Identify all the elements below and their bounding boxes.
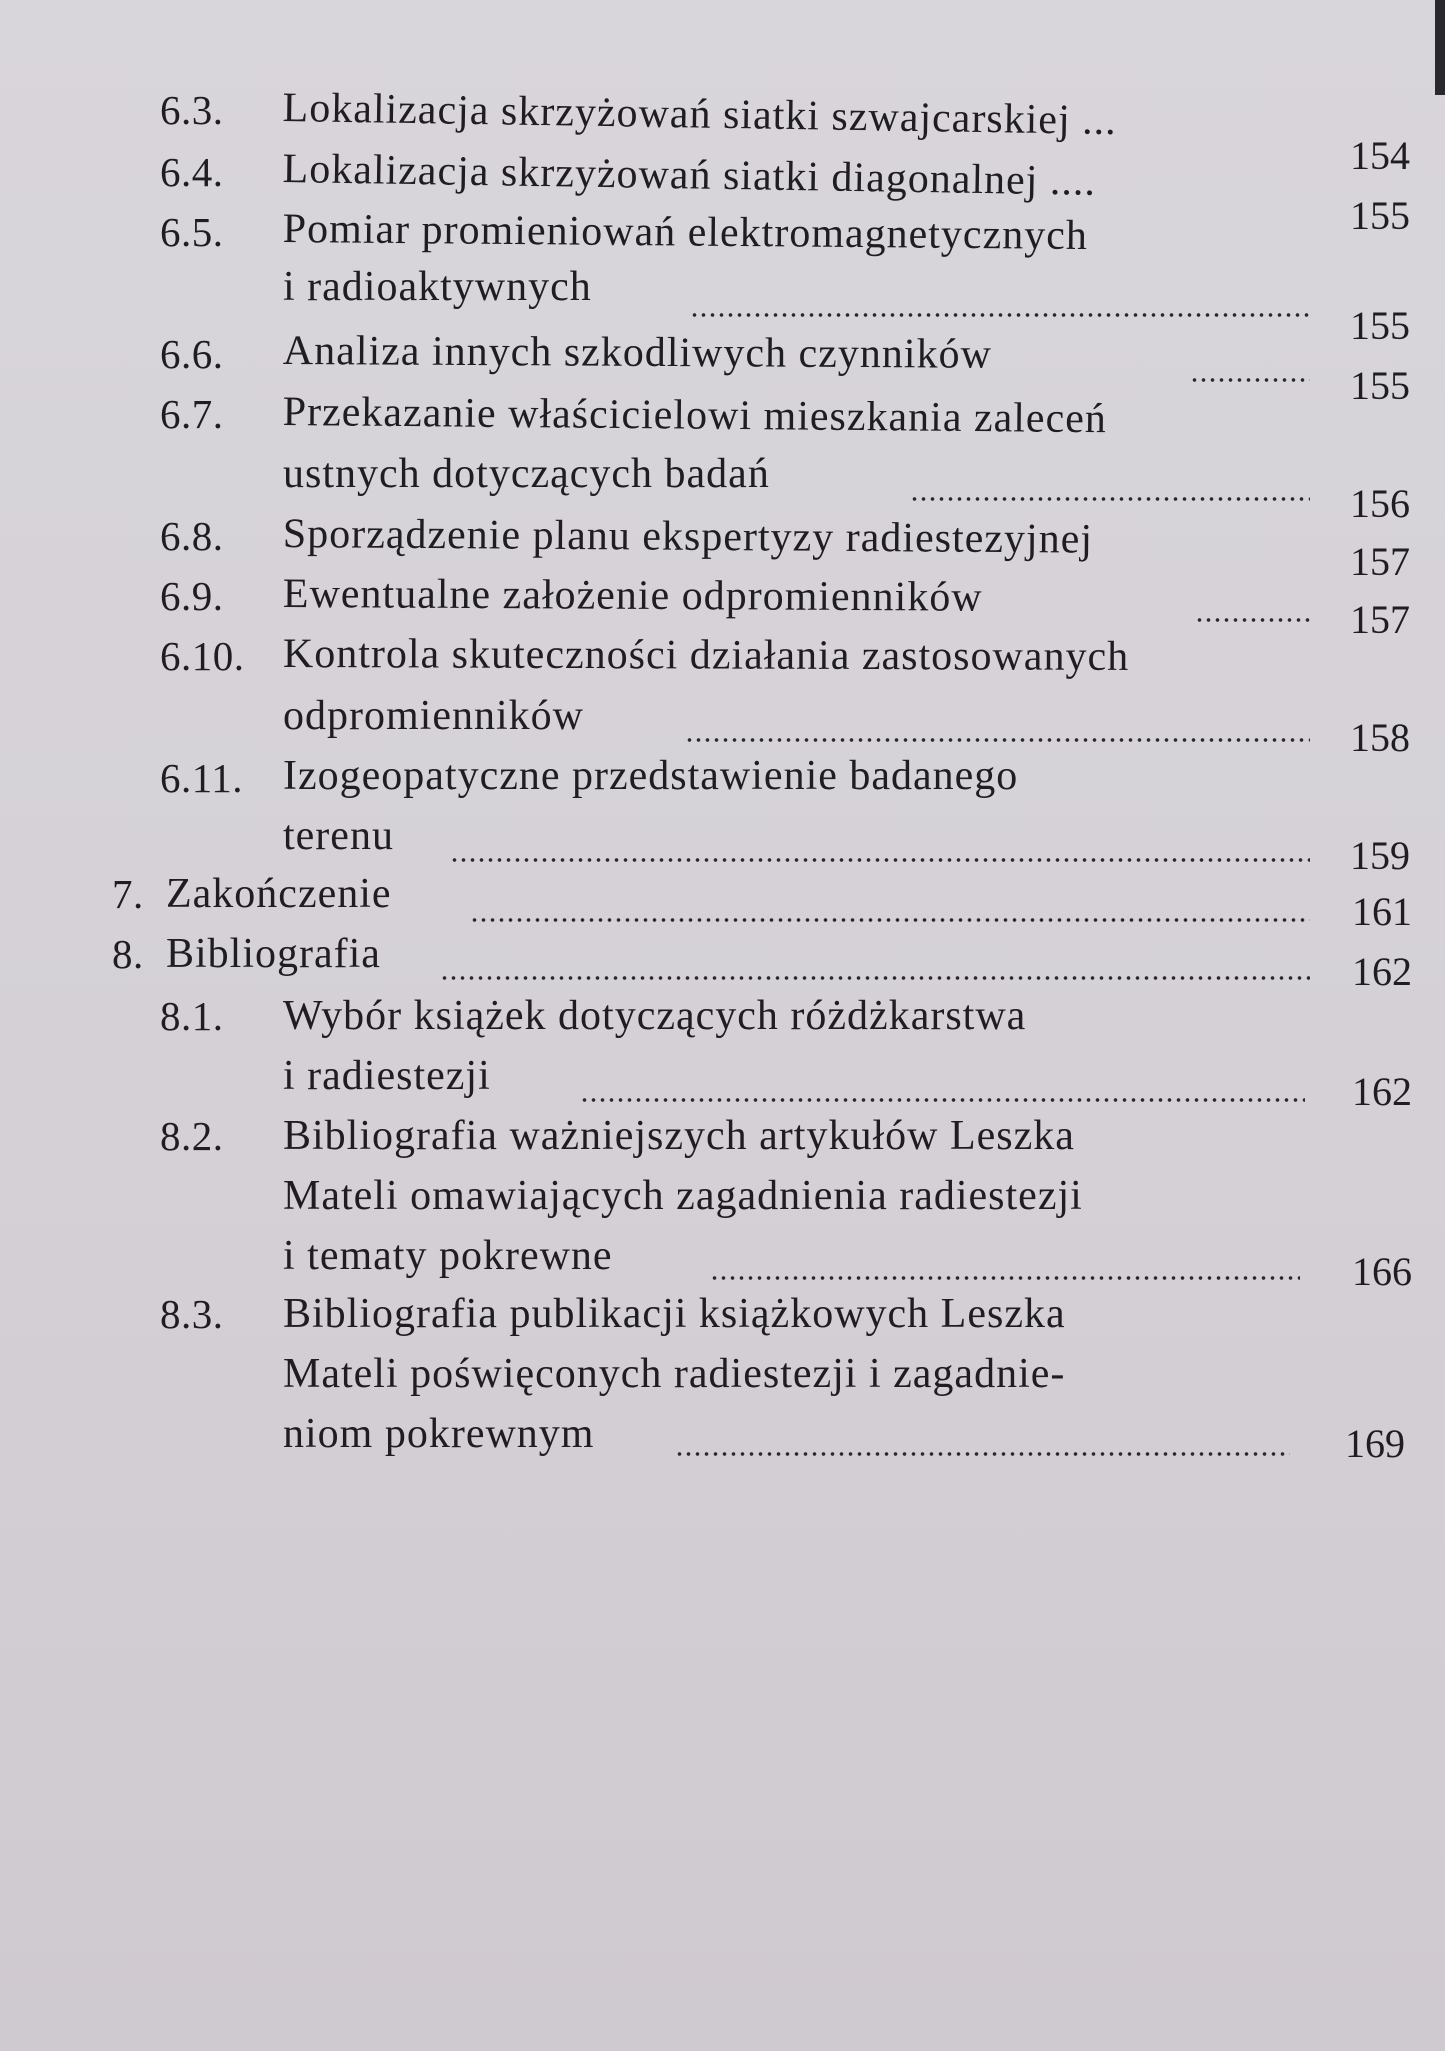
toc-entry-page: 161	[1352, 889, 1412, 934]
dot-leader	[1190, 378, 1310, 382]
dot-leader	[470, 918, 1310, 922]
dot-leader	[910, 497, 1310, 501]
toc-entry-page: 155	[1350, 363, 1410, 408]
toc-entry-number: 6.6.	[160, 331, 224, 377]
toc-entry-page: 154	[1350, 133, 1410, 178]
toc-entry-title-continued: i radioaktywnych	[283, 264, 592, 310]
toc-entry-page: 169	[1345, 1421, 1405, 1466]
toc-entry-page: 157	[1350, 539, 1410, 584]
toc-entry-page: 166	[1352, 1249, 1412, 1294]
toc-entry-number: 6.3.	[160, 87, 224, 133]
toc-entry-title-continued: ustnych dotyczących badań	[283, 451, 770, 497]
toc-entry-number: 6.4.	[160, 149, 224, 195]
toc-entry-number: 6.10.	[160, 633, 245, 679]
toc-entry-title-continued: Mateli poświęconych radiestezji i zagadnie-	[283, 1351, 1066, 1397]
dot-leader	[710, 1276, 1300, 1280]
toc-entry-page: 157	[1350, 597, 1410, 642]
dot-leader	[580, 1098, 1305, 1102]
toc-entry-page: 159	[1350, 833, 1410, 878]
toc-entry-title: Wybór książek dotyczących różdżkarstwa	[283, 993, 1027, 1039]
toc-entry-title: Bibliografia ważniejszych artykułów Leszka	[283, 1113, 1075, 1159]
toc-entry-title: Zakończenie	[166, 871, 392, 917]
toc-entry-title: Bibliografia	[166, 931, 381, 977]
toc-entry-title: Analiza innych szkodliwych czynników	[282, 328, 992, 378]
toc-entry-page: 156	[1350, 481, 1410, 526]
toc-entry-title: Lokalizacja skrzyżowań siatki diagonalnej ....	[282, 145, 1097, 205]
toc-entry-page: 162	[1352, 1069, 1412, 1114]
toc-entry-title: Izogeopatyczne przedstawienie badanego	[283, 753, 1019, 799]
toc-entry-number: 8.	[112, 931, 144, 977]
dot-leader	[1195, 618, 1310, 622]
toc-entry-title-continued: Mateli omawiających zagadnienia radiestezji	[283, 1173, 1083, 1219]
toc-entry-number: 8.1.	[160, 993, 224, 1039]
dot-leader	[685, 738, 1310, 742]
toc-entry-title-continued: i radiestezji	[283, 1053, 491, 1099]
dot-leader	[450, 858, 1310, 862]
toc-entry-title-continued: i tematy pokrewne	[283, 1233, 613, 1279]
toc-entry-number: 7.	[112, 871, 144, 917]
toc-entry-page: 155	[1350, 303, 1410, 348]
toc-entry-number: 8.3.	[160, 1291, 224, 1337]
dot-leader	[675, 1452, 1290, 1456]
toc-entry-title: Przekazanie właścicielowi mieszkania zaleceń	[282, 388, 1108, 443]
toc-entry-title: Pomiar promieniowań elektromagnetycznych	[282, 205, 1089, 260]
toc-entry-title-continued: terenu	[283, 813, 394, 859]
toc-entry-number: 6.9.	[160, 573, 224, 619]
toc-entry-title-continued: niom pokrewnym	[283, 1411, 595, 1457]
toc-entry-page: 158	[1350, 715, 1410, 760]
toc-entry-title: Ewentualne założenie odpromienników	[282, 571, 983, 621]
toc-entry-number: 6.5.	[160, 209, 224, 255]
dot-leader	[440, 976, 1310, 980]
toc-entry-number: 6.8.	[160, 513, 224, 559]
toc-entry-title: Lokalizacja skrzyżowań siatki szwajcarskiej ...	[282, 84, 1118, 145]
toc-entry-title: Bibliografia publikacji książkowych Leszka	[283, 1291, 1066, 1337]
toc-entry-page: 155	[1350, 193, 1410, 238]
toc-entry-number: 6.7.	[160, 391, 224, 437]
toc-entry-number: 6.11.	[160, 755, 243, 801]
toc-entry-number: 8.2.	[160, 1113, 224, 1159]
toc-entry-title: Sporządzenie planu ekspertyzy radiestezyjnej	[282, 510, 1094, 563]
toc-entry-page: 162	[1352, 949, 1412, 994]
toc-entry-title-continued: odpromienników	[283, 693, 584, 739]
toc-entry-title: Kontrola skuteczności działania zastosowanych	[282, 631, 1130, 680]
dot-leader	[690, 313, 1310, 317]
